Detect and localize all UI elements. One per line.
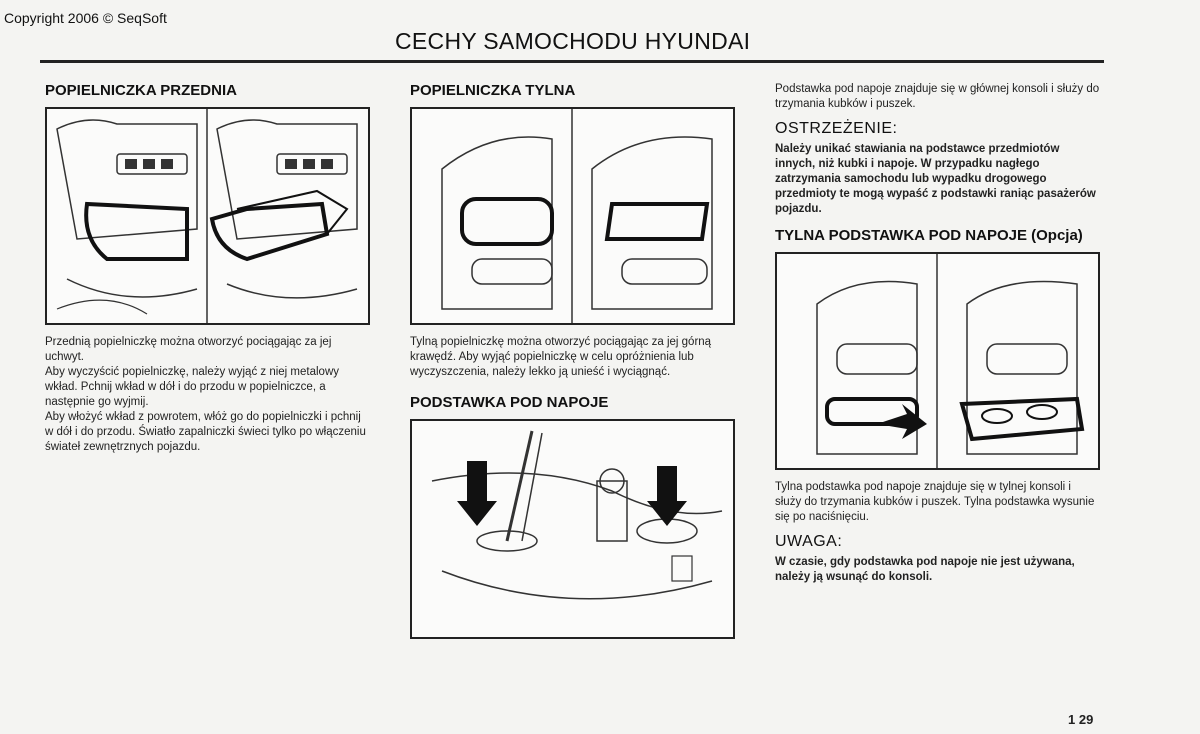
section-title-front-ashtray: POPIELNICZKA PRZEDNIA xyxy=(45,82,237,99)
header-divider xyxy=(40,60,1104,63)
copyright-notice: Copyright 2006 © SeqSoft xyxy=(4,10,167,26)
note-text: W czasie, gdy podstawka pod napoje nie jest używana, należy ją wsunąć do konsoli. xyxy=(775,556,1075,583)
warning-text: Należy unikać stawiania na podstawce przedmiotów innych, niż kubki i napoje. W przypadku nagłego zatrzymania samochodu lub wypadku drogowego przedmioty te mogą wypaść z podstawki raniąc pasażerów pojazdu. xyxy=(775,143,1096,215)
cup-holder-illustration xyxy=(410,419,735,639)
rear-ashtray-text: Tylną popielniczkę można otworzyć pociągając za jej górną krawędź. Aby wyjąć popielniczkę w celu opróżnienia lub wyczyszczenia, należy lekko ją unieść i wyciągnąć. xyxy=(410,336,712,378)
page-number: 1 29 xyxy=(1068,712,1094,727)
section-title-rear-ashtray: POPIELNICZKA TYLNA xyxy=(410,82,576,99)
page-title: CECHY SAMOCHODU HYUNDAI xyxy=(395,28,751,54)
warning-title: OSTRZEŻENIE: xyxy=(775,120,898,137)
cup-holder-intro: Podstawka pod napoje znajduje się w głównej konsoli i służy do trzymania kubków i puszek. xyxy=(775,83,1100,110)
note-title: UWAGA: xyxy=(775,533,843,550)
column-front-ashtray xyxy=(45,82,370,455)
section-title-cup-holder: PODSTAWKA POD NAPOJE xyxy=(410,394,609,411)
column-rear-cup-holder xyxy=(775,82,1100,585)
rear-cup-holder-text: Tylna podstawka pod napoje znajduje się w tylnej konsoli i służy do trzymania kubków i puszek. Tylna podstawka wysunie się po naciśnięciu. xyxy=(775,481,1095,523)
rear-ashtray-illustration xyxy=(410,107,735,325)
rear-cup-holder-illustration xyxy=(775,252,1100,470)
front-ashtray-illustration xyxy=(45,107,370,325)
front-ashtray-text: Przednią popielniczkę można otworzyć pociągając za jej uchwyt. Aby wyczyścić popielniczkę, należy wyjąć z niej metalowy wkład. Pchnij wkład w dół i do przodu w popielniczce, a następnie go wyjmij. Aby włożyć wkład z powrotem, włóż go do popielniczki i pchnij w dół i do przodu. Światło zapalniczki świeci tylko po włączeniu świateł zewnętrznych pojazdu. xyxy=(45,336,366,453)
column-rear-ashtray xyxy=(410,82,735,639)
section-title-rear-cup-holder: TYLNA PODSTAWKA POD NAPOJE (Opcja) xyxy=(775,227,1083,244)
